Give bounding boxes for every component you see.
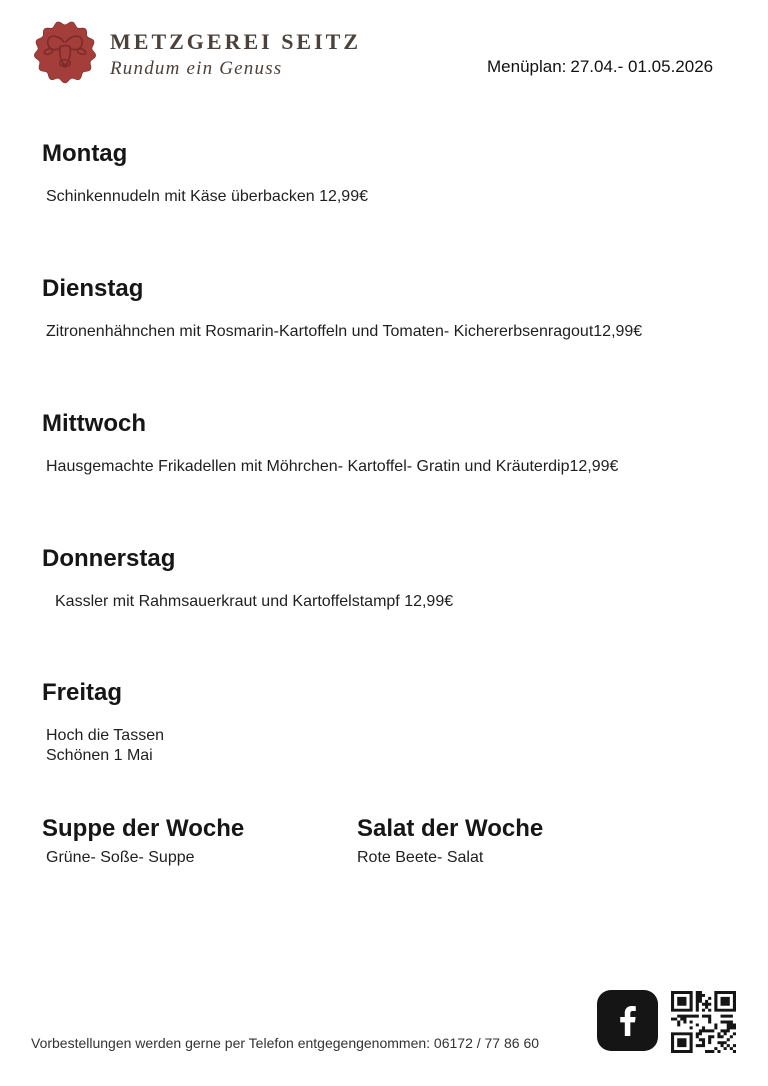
day-section-mittwoch — [0, 409, 768, 477]
menu-plan-label: Menüplan: — [487, 57, 567, 76]
facebook-icon — [597, 990, 658, 1051]
menu-item: Schinkennudeln mit Käse überbacken 12,99€ — [46, 188, 368, 205]
day-heading: Mittwoch — [42, 410, 146, 437]
day-heading: Donnerstag — [42, 545, 176, 572]
preorder-phone-note: Vorbestellungen werden gerne per Telefon entgegengenommen: 06172 / 77 86 60 — [31, 1035, 540, 1051]
day-heading: Dienstag — [42, 275, 144, 302]
soup-heading: Suppe der Woche — [42, 815, 245, 842]
wax-seal-bull-logo-icon — [33, 20, 97, 84]
weekly-specials — [0, 814, 768, 874]
facebook-f-glyph — [608, 1001, 648, 1041]
salad-of-week — [357, 814, 543, 868]
brand-name: METZGEREI SEITZ — [110, 29, 362, 54]
brand — [33, 20, 361, 84]
menu-item: Hausgemachte Frikadellen mit Möhrchen- Kartoffel- Gratin und Kräuterdip12,99€ — [46, 458, 619, 475]
day-section-dienstag — [0, 274, 768, 342]
day-heading: Montag — [42, 140, 128, 167]
menu-item: Kassler mit Rahmsauerkraut und Kartoffelstampf 12,99€ — [55, 593, 454, 610]
menu-plan-dates: 27.04.- 01.05.2026 — [570, 57, 714, 76]
day-section-donnerstag — [0, 544, 768, 612]
menu-item: Zitronenhähnchen mit Rosmarin-Kartoffeln und Tomaten- Kichererbsenragout12,99€ — [46, 323, 643, 340]
day-section-montag — [0, 139, 768, 207]
menu-item: Schönen 1 Mai — [46, 747, 153, 764]
soup-of-week — [42, 814, 244, 868]
brand-tagline: Rundum ein Genuss — [110, 58, 283, 79]
day-section-freitag — [0, 678, 768, 766]
salad-heading: Salat der Woche — [357, 815, 544, 842]
day-heading: Freitag — [42, 679, 123, 706]
brand-text — [110, 20, 361, 81]
menu-plan-title — [487, 57, 713, 77]
qr-code — [671, 991, 736, 1053]
menu-item: Hoch die Tassen — [46, 727, 164, 744]
soup-item: Grüne- Soße- Suppe — [46, 849, 195, 866]
salad-item: Rote Beete- Salat — [357, 849, 484, 866]
